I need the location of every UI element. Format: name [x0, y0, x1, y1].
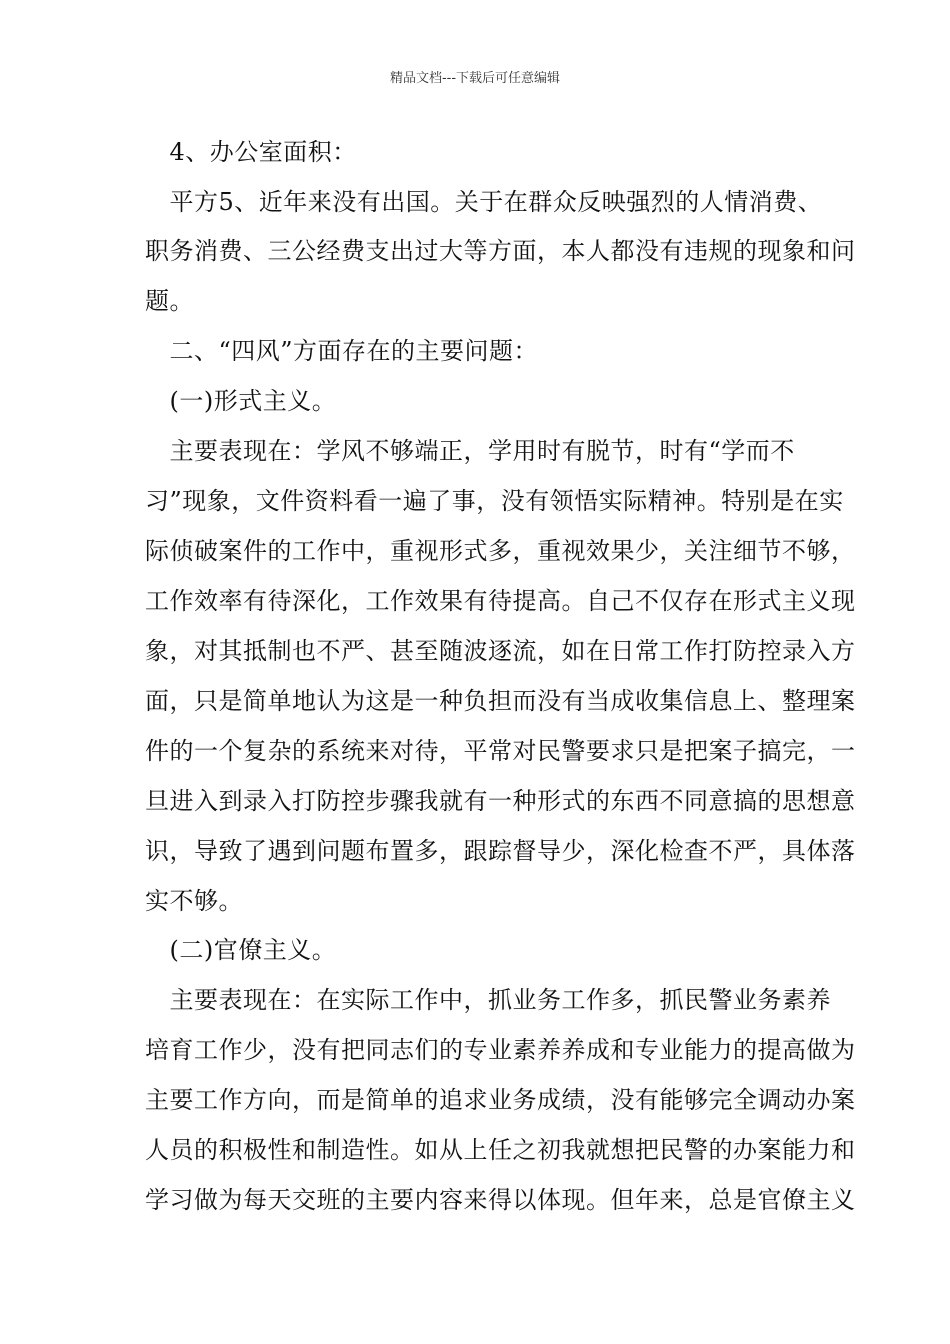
paragraph-line: 4、办公室面积： [145, 138, 357, 166]
paragraph-line: 二、“四风”方面存在的主要问题： [145, 337, 539, 365]
paragraph-line: 平方5、近年来没有出国。关于在群众反映强烈的人情消费、 [145, 188, 823, 216]
paragraph-line: 学习做为每天交班的主要内容来得以体现。但年来，总是官僚主义 [145, 1186, 856, 1214]
paragraph-line: 习”现象，文件资料看一遍了事，没有领悟实际精神。特别是在实 [145, 487, 844, 515]
paragraph-line: 象，对其抵制也不严、甚至随波逐流，如在日常工作打防控录入方 [145, 637, 856, 665]
paragraph-line: 际侦破案件的工作中，重视形式多，重视效果少，关注细节不够， [145, 537, 856, 565]
paragraph-line: 工作效率有待深化，工作效果有待提高。自己不仅存在形式主义现 [145, 587, 856, 615]
paragraph-line: 培育工作少，没有把同志们的专业素养养成和专业能力的提高做为 [145, 1036, 856, 1064]
paragraph-line: 人员的积极性和制造性。如从上任之初我就想把民警的办案能力和 [145, 1136, 856, 1164]
paragraph-line: 题。 [145, 287, 194, 315]
paragraph-line: (一)形式主义。 [145, 387, 337, 415]
paragraph-line: 识，导致了遇到问题布置多，跟踪督导少，深化检查不严，具体落 [145, 837, 856, 865]
page-header: 精品文档---下载后可任意编辑 [389, 71, 561, 86]
paragraph-line: (二)官僚主义。 [145, 936, 337, 964]
paragraph-line: 旦进入到录入打防控步骤我就有一种形式的东西不同意搞的思想意 [145, 787, 856, 815]
paragraph-line: 件的一个复杂的系统来对待，平常对民警要求只是把案子搞完，一 [145, 737, 856, 765]
paragraph-line: 面，只是简单地认为这是一种负担而没有当成收集信息上、整理案 [145, 687, 856, 715]
paragraph-line: 主要表现在：学风不够端正，学用时有脱节，时有“学而不 [145, 437, 795, 465]
paragraph-line: 实不够。 [145, 887, 243, 915]
paragraph-line: 职务消费、三公经费支出过大等方面，本人都没有违规的现象和问 [145, 237, 856, 265]
paragraph-line: 主要工作方向，而是简单的追求业务成绩，没有能够完全调动办案 [145, 1086, 856, 1114]
paragraph-line: 主要表现在：在实际工作中，抓业务工作多，抓民警业务素养 [145, 986, 831, 1014]
